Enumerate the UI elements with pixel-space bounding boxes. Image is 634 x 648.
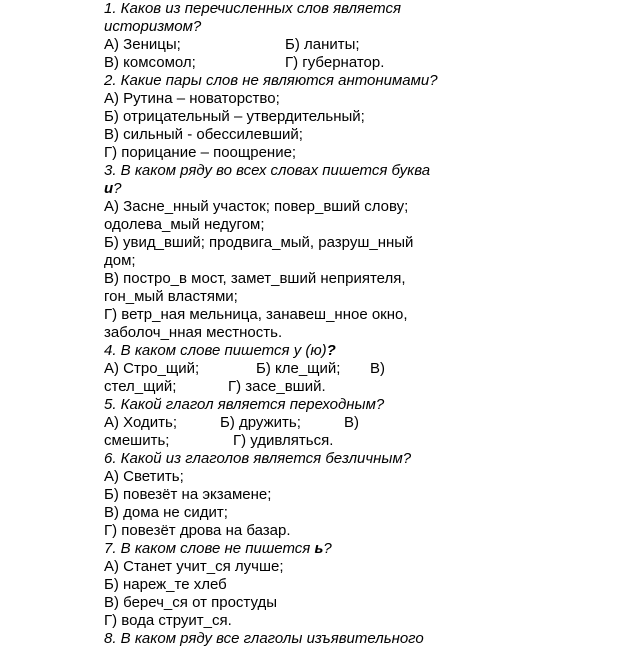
option-c-label: В) xyxy=(370,360,385,377)
question-7-letter: ь xyxy=(314,540,324,557)
option-d: Г) удивляться. xyxy=(233,432,334,449)
question-6-option-a: А) Светить; xyxy=(104,468,184,485)
option-a: А) Ходить; xyxy=(104,414,178,431)
question-4-title-mark: ? xyxy=(326,342,336,359)
option-a: А) Стро_щий; xyxy=(104,360,200,377)
question-4-title-text: 4. В каком слове пишется у (ю) xyxy=(104,342,327,359)
question-7-option-a: А) Станет учит_ся лучше; xyxy=(104,558,284,575)
question-3-line-1: А) Засне_нный участок; повер_вший слову; xyxy=(104,198,409,215)
question-2-option-b: Б) отрицательный – утвердительный; xyxy=(104,108,365,125)
question-7-title-text: 7. В каком слове не пишется xyxy=(104,540,311,557)
question-3-line-3: Б) увид_вший; продвига_мый, разруш_нный xyxy=(104,234,414,251)
question-2-option-c: В) сильный - обессилевший; xyxy=(104,126,303,143)
question-7-option-d: Г) вода струит_ся. xyxy=(104,612,232,629)
question-2-option-a: А) Рутина – новаторство; xyxy=(104,90,280,107)
question-7-title-end: ? xyxy=(323,540,332,557)
option-c: В) комсомол; xyxy=(104,54,196,71)
question-3-title-line-2 xyxy=(104,180,122,198)
question-3-line-8: заболоч_нная местность. xyxy=(104,324,283,341)
question-7-option-b: Б) нареж_те хлеб xyxy=(104,576,227,593)
option-a: А) Зеницы; xyxy=(104,36,181,53)
question-6-option-c: В) дома не сидит; xyxy=(104,504,228,521)
question-3-title-line-1: 3. В каком ряду во всех словах пишется буква xyxy=(104,162,431,179)
question-3-line-5: В) постро_в мост, замет_вший неприятеля, xyxy=(104,270,406,287)
question-3-line-2: одолева_мый недугом; xyxy=(104,216,265,233)
question-7-option-c: В) береч_ся от простуды xyxy=(104,594,277,611)
option-c-text: стел_щий; xyxy=(104,378,177,395)
question-6-title: 6. Какой из глаголов является безличным? xyxy=(104,450,412,467)
question-3-line-7: Г) ветр_ная мельница, занавеш_нное окно, xyxy=(104,306,408,323)
question-6-option-b: Б) повезёт на экзамене; xyxy=(104,486,272,503)
question-7-title xyxy=(104,540,332,558)
option-b: Б) ланиты; xyxy=(285,36,360,53)
question-4-title xyxy=(104,342,336,360)
question-3-letter: и xyxy=(104,180,114,197)
question-1-title-line-2: историзмом? xyxy=(104,18,202,35)
question-2-option-d: Г) порицание – поощрение; xyxy=(104,144,297,161)
option-b: Б) кле_щий; xyxy=(256,360,341,377)
question-3-title-end: ? xyxy=(113,180,122,197)
option-c-text: смешить; xyxy=(104,432,170,449)
option-d: Г) губернатор. xyxy=(285,54,385,71)
option-b: Б) дружить; xyxy=(220,414,301,431)
option-c-label: В) xyxy=(344,414,359,431)
option-d: Г) засе_вший. xyxy=(228,378,326,395)
question-2-title: 2. Какие пары слов не являются антонимами? xyxy=(104,72,438,89)
question-1-title-line-1: 1. Каков из перечисленных слов является xyxy=(104,0,401,17)
question-5-title: 5. Какой глагол является переходным? xyxy=(104,396,385,413)
question-3-line-6: гон_мый властями; xyxy=(104,288,238,305)
question-6-option-d: Г) повезёт дрова на базар. xyxy=(104,522,291,539)
question-3-line-4: дом; xyxy=(104,252,136,269)
question-8-title-partial: 8. В каком ряду все глаголы изъявительного xyxy=(104,630,424,647)
